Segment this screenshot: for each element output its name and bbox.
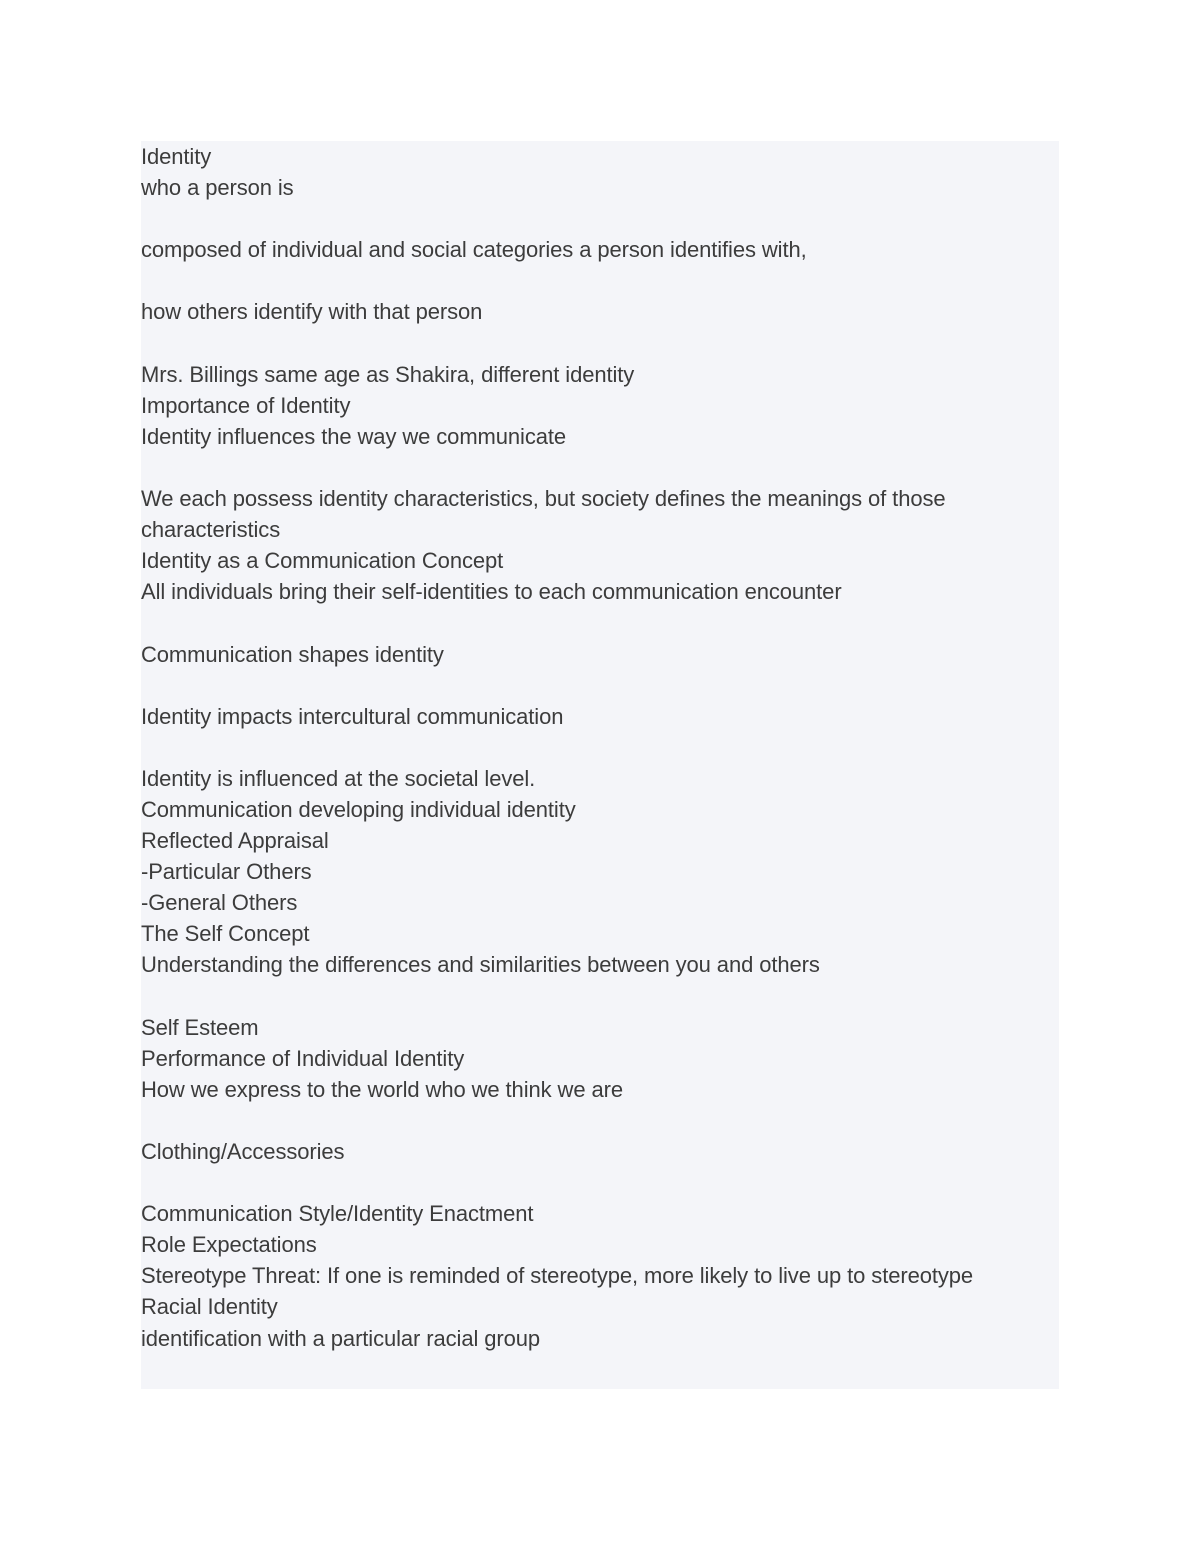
text-line: Identity is influenced at the societal level.	[141, 765, 536, 791]
notes-lines	[141, 141, 1059, 1354]
text-line: Understanding the differences and similarities between you and others	[141, 952, 820, 978]
blank-line	[141, 732, 1059, 763]
text-line-heading-racial-identity: Racial Identity	[141, 1294, 278, 1320]
blank-line	[141, 1167, 1059, 1198]
text-line-heading-performance: Performance of Individual Identity	[141, 1045, 465, 1071]
blank-line	[141, 607, 1059, 638]
text-line-heading-communication-concept: Identity as a Communication Concept	[141, 548, 504, 574]
text-line-heading-role-expectations: Role Expectations	[141, 1232, 317, 1258]
text-line: Clothing/Accessories	[141, 1139, 345, 1164]
blank-line	[141, 1105, 1059, 1136]
text-line: Self Esteem	[141, 1014, 259, 1040]
text-line: Reflected Appraisal	[141, 828, 329, 854]
text-line: Identity influences the way we communicate	[141, 423, 567, 449]
blank-line	[141, 670, 1059, 701]
text-line: Communication Style/Identity Enactment	[141, 1201, 534, 1227]
blank-line	[141, 328, 1059, 359]
text-line-heading-importance: Importance of Identity	[141, 392, 351, 418]
text-line: Mrs. Billings same age as Shakira, different identity	[141, 361, 635, 387]
text-line: identification with a particular racial group	[141, 1325, 541, 1351]
text-line: The Self Concept	[141, 921, 310, 947]
text-line: How we express to the world who we think we are	[141, 1076, 623, 1102]
blank-line	[141, 452, 1059, 483]
text-line-heading-identity: Identity	[141, 144, 212, 169]
text-line: -Particular Others	[141, 859, 312, 885]
notes-text-block	[141, 141, 1059, 1389]
text-line: who a person is	[141, 175, 294, 201]
text-line-wrapped: We each possess identity characteristics, but society defines the meanings of those characteristics	[141, 486, 946, 543]
blank-line	[141, 265, 1059, 296]
text-line: Stereotype Threat: If one is reminded of stereotype, more likely to live up to stereotype	[141, 1263, 974, 1289]
text-line-heading-developing-identity: Communication developing individual identity	[141, 796, 576, 822]
text-line: how others identify with that person	[141, 299, 483, 325]
text-line: -General Others	[141, 890, 298, 916]
blank-line	[141, 981, 1059, 1012]
text-line: All individuals bring their self-identities to each communication encounter	[141, 579, 842, 605]
blank-line	[141, 203, 1059, 234]
text-line: Communication shapes identity	[141, 641, 444, 667]
text-line: composed of individual and social categories a person identifies with,	[141, 237, 807, 263]
text-line: Identity impacts intercultural communication	[141, 703, 564, 729]
